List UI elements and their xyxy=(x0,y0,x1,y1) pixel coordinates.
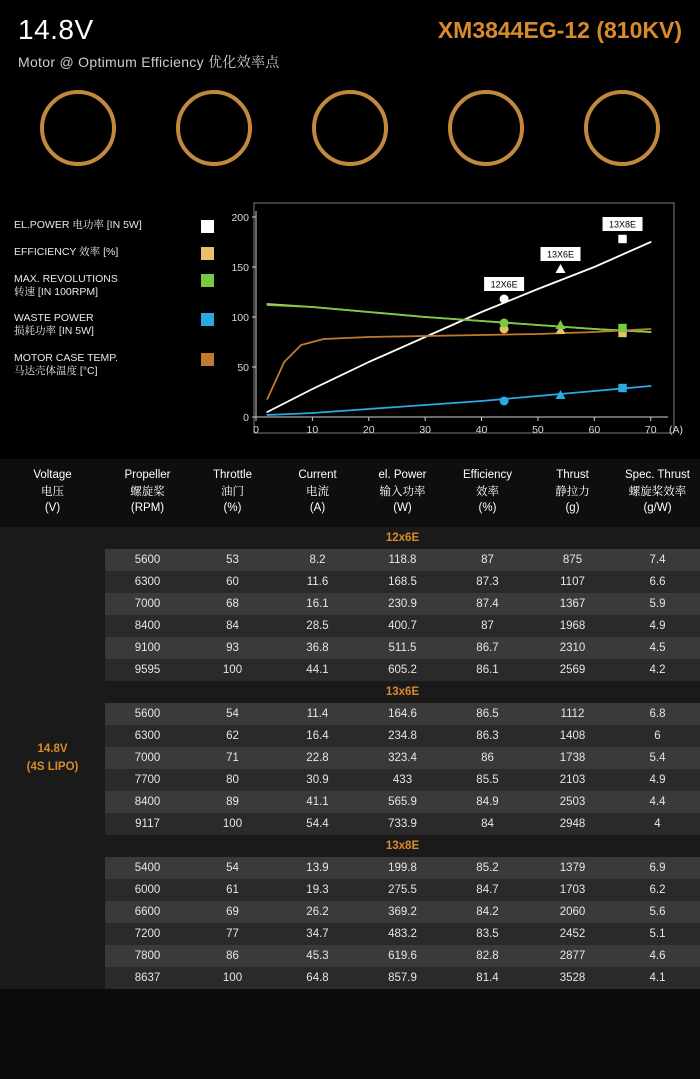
column-header-cn: 输入功率 xyxy=(379,485,426,498)
table-cell: 89 xyxy=(190,791,275,813)
svg-text:(A): (A) xyxy=(669,424,683,436)
table-cell: 6000 xyxy=(105,879,190,901)
table-cell: 230.9 xyxy=(360,593,445,615)
table-cell: 34.7 xyxy=(275,923,360,945)
chart-section xyxy=(0,193,700,459)
table-cell: 1968 xyxy=(530,615,615,637)
table-cell: 9100 xyxy=(105,637,190,659)
table-cell: 6 xyxy=(615,725,700,747)
table-row xyxy=(0,857,700,879)
column-header-en: el. Power xyxy=(378,469,427,481)
table-cell: 6.6 xyxy=(615,571,700,593)
svg-text:100: 100 xyxy=(231,312,249,324)
table-cell: 1379 xyxy=(530,857,615,879)
column-header-cn: 静拉力 xyxy=(555,485,590,498)
table-cell: 5600 xyxy=(105,703,190,725)
table-cell: 64.8 xyxy=(275,967,360,989)
table-cell: 733.9 xyxy=(360,813,445,835)
table-cell: 11.4 xyxy=(275,703,360,725)
table-cell: 60 xyxy=(190,571,275,593)
table-row xyxy=(0,593,700,615)
table-cell: 118.8 xyxy=(360,549,445,571)
table-row xyxy=(0,967,700,989)
table-cell: 1107 xyxy=(530,571,615,593)
gauge-mech-power xyxy=(427,90,545,179)
table-row xyxy=(0,879,700,901)
svg-text:10: 10 xyxy=(306,424,319,436)
table-cell: 7200 xyxy=(105,923,190,945)
table-cell: 565.9 xyxy=(360,791,445,813)
voltage-value: 14.8V xyxy=(37,742,68,755)
table-cell: 100 xyxy=(190,967,275,989)
table-cell: 2948 xyxy=(530,813,615,835)
legend-item xyxy=(14,312,214,338)
table-cell: 87.3 xyxy=(445,571,530,593)
column-header-unit: (V) xyxy=(44,502,61,515)
table-cell: 483.2 xyxy=(360,923,445,945)
table-cell: 45.3 xyxy=(275,945,360,967)
gauge-revolutions xyxy=(155,90,273,179)
table-cell: 86.3 xyxy=(445,725,530,747)
legend-color-swatch-icon xyxy=(201,313,214,326)
legend-item xyxy=(14,246,214,260)
table-cell: 81.4 xyxy=(445,967,530,989)
table-cell: 2060 xyxy=(530,901,615,923)
table-cell: 26.2 xyxy=(275,901,360,923)
table-cell: 4 xyxy=(615,813,700,835)
table-row xyxy=(0,703,700,725)
table-cell: 2452 xyxy=(530,923,615,945)
svg-text:0: 0 xyxy=(253,424,259,436)
table-cell: 511.5 xyxy=(360,637,445,659)
table-cell: 5400 xyxy=(105,857,190,879)
page-title: 14.8V xyxy=(18,14,94,45)
table-row xyxy=(0,571,700,593)
table-cell: 41.1 xyxy=(275,791,360,813)
column-header xyxy=(615,459,700,527)
gauge-ring xyxy=(312,90,388,166)
table-cell: 875 xyxy=(530,549,615,571)
column-header xyxy=(360,459,445,527)
table-cell: 86.7 xyxy=(445,637,530,659)
table-cell: 4.9 xyxy=(615,615,700,637)
table-cell: 6.8 xyxy=(615,703,700,725)
svg-text:150: 150 xyxy=(231,262,249,274)
table-cell: 100 xyxy=(190,813,275,835)
table-cell: 4.4 xyxy=(615,791,700,813)
data-table-section xyxy=(0,459,700,989)
table-cell: 5.6 xyxy=(615,901,700,923)
voltage-cell xyxy=(0,527,105,989)
table-cell: 8637 xyxy=(105,967,190,989)
legend-color-swatch-icon xyxy=(201,274,214,287)
column-header xyxy=(190,459,275,527)
table-cell: 77 xyxy=(190,923,275,945)
table-cell: 9595 xyxy=(105,659,190,681)
table-cell: 1703 xyxy=(530,879,615,901)
svg-text:13X8E: 13X8E xyxy=(609,219,637,230)
table-cell: 54 xyxy=(190,703,275,725)
column-header-en: Current xyxy=(298,469,337,481)
table-cell: 6300 xyxy=(105,725,190,747)
table-cell: 7800 xyxy=(105,945,190,967)
column-header xyxy=(105,459,190,527)
performance-table xyxy=(0,459,700,989)
table-cell: 44.1 xyxy=(275,659,360,681)
table-row xyxy=(0,769,700,791)
svg-text:12X6E: 12X6E xyxy=(490,279,518,290)
table-cell: 199.8 xyxy=(360,857,445,879)
table-cell: 13.9 xyxy=(275,857,360,879)
table-cell: 1112 xyxy=(530,703,615,725)
table-cell: 87.4 xyxy=(445,593,530,615)
table-cell: 86.1 xyxy=(445,659,530,681)
performance-line-chart xyxy=(214,199,684,449)
header xyxy=(0,0,700,52)
gauge-row xyxy=(0,80,700,193)
column-header-en: Efficiency xyxy=(462,469,512,481)
table-cell: 6.9 xyxy=(615,857,700,879)
table-cell: 28.5 xyxy=(275,615,360,637)
table-cell: 84 xyxy=(190,615,275,637)
table-cell: 164.6 xyxy=(360,703,445,725)
table-cell: 7700 xyxy=(105,769,190,791)
table-cell: 19.3 xyxy=(275,879,360,901)
table-cell: 4.2 xyxy=(615,659,700,681)
table-row xyxy=(0,615,700,637)
table-cell: 3528 xyxy=(530,967,615,989)
table-cell: 5.9 xyxy=(615,593,700,615)
table-cell: 68 xyxy=(190,593,275,615)
table-cell: 87 xyxy=(445,615,530,637)
table-cell: 2103 xyxy=(530,769,615,791)
table-cell: 86 xyxy=(445,747,530,769)
table-cell: 168.5 xyxy=(360,571,445,593)
table-cell: 82.8 xyxy=(445,945,530,967)
column-header xyxy=(530,459,615,527)
legend-item xyxy=(14,273,214,299)
table-cell: 85.5 xyxy=(445,769,530,791)
gauge-ring xyxy=(176,90,252,166)
voltage-battery: (4S LIPO) xyxy=(26,761,79,774)
column-header xyxy=(275,459,360,527)
column-header xyxy=(445,459,530,527)
table-cell: 5600 xyxy=(105,549,190,571)
table-cell: 83.5 xyxy=(445,923,530,945)
table-cell: 5.1 xyxy=(615,923,700,945)
propeller-group-label: 12x6E xyxy=(105,527,700,549)
table-row xyxy=(0,549,700,571)
column-header-en: Voltage xyxy=(33,469,72,481)
column-header-en: Thrust xyxy=(556,469,589,481)
table-header xyxy=(0,459,700,527)
table-cell: 4.6 xyxy=(615,945,700,967)
table-cell: 2503 xyxy=(530,791,615,813)
table-cell: 619.6 xyxy=(360,945,445,967)
table-cell: 6.2 xyxy=(615,879,700,901)
column-header-cn: 电流 xyxy=(306,485,329,498)
table-cell: 4.9 xyxy=(615,769,700,791)
chart-legend xyxy=(14,199,214,449)
svg-text:50: 50 xyxy=(237,362,249,374)
table-row xyxy=(0,659,700,681)
table-cell: 54 xyxy=(190,857,275,879)
svg-text:60: 60 xyxy=(588,424,601,436)
table-row xyxy=(0,901,700,923)
svg-text:20: 20 xyxy=(362,424,375,436)
gauge-ring xyxy=(584,90,660,166)
table-cell: 433 xyxy=(360,769,445,791)
table-cell: 8400 xyxy=(105,615,190,637)
table-cell: 323.4 xyxy=(360,747,445,769)
propeller-group-row xyxy=(0,681,700,703)
column-header-unit: (%) xyxy=(223,502,242,515)
column-header-unit: (g) xyxy=(565,502,580,515)
column-header xyxy=(0,459,105,527)
legend-label: EL.POWER 电功率 [IN 5W] xyxy=(14,219,142,231)
table-cell: 86 xyxy=(190,945,275,967)
table-cell: 605.2 xyxy=(360,659,445,681)
table-cell: 4.1 xyxy=(615,967,700,989)
table-cell: 100 xyxy=(190,659,275,681)
table-cell: 2877 xyxy=(530,945,615,967)
svg-text:0: 0 xyxy=(243,412,249,424)
gauge-ring xyxy=(448,90,524,166)
table-cell: 54.4 xyxy=(275,813,360,835)
table-cell: 6300 xyxy=(105,571,190,593)
table-cell: 7.4 xyxy=(615,549,700,571)
table-cell: 36.8 xyxy=(275,637,360,659)
table-cell: 275.5 xyxy=(360,879,445,901)
table-cell: 71 xyxy=(190,747,275,769)
table-cell: 80 xyxy=(190,769,275,791)
legend-color-swatch-icon xyxy=(201,353,214,366)
propeller-group-label: 13x8E xyxy=(105,835,700,857)
table-cell: 16.4 xyxy=(275,725,360,747)
table-body xyxy=(0,527,700,989)
table-row xyxy=(0,725,700,747)
column-header-cn: 电压 xyxy=(41,485,64,498)
table-cell: 86.5 xyxy=(445,703,530,725)
table-cell: 53 xyxy=(190,549,275,571)
svg-text:70: 70 xyxy=(644,424,657,436)
table-row xyxy=(0,747,700,769)
model-title: XM3844EG-12 (810KV) xyxy=(437,17,682,43)
table-cell: 69 xyxy=(190,901,275,923)
svg-text:40: 40 xyxy=(475,424,488,436)
legend-color-swatch-icon xyxy=(201,247,214,260)
propeller-group-row xyxy=(0,835,700,857)
legend-color-swatch-icon xyxy=(201,220,214,233)
table-cell: 85.2 xyxy=(445,857,530,879)
table-cell: 5.4 xyxy=(615,747,700,769)
column-header-unit: (%) xyxy=(478,502,497,515)
gauge-electric-power xyxy=(291,90,409,179)
table-row xyxy=(0,923,700,945)
column-header-cn: 效率 xyxy=(476,485,499,498)
table-cell: 87 xyxy=(445,549,530,571)
column-header-cn: 油门 xyxy=(221,485,244,498)
column-header-unit: (A) xyxy=(309,502,326,515)
propeller-group-label: 13x6E xyxy=(105,681,700,703)
column-header-en: Propeller xyxy=(124,469,171,481)
table-cell: 84 xyxy=(445,813,530,835)
table-cell: 61 xyxy=(190,879,275,901)
table-cell: 84.7 xyxy=(445,879,530,901)
svg-text:13X6E: 13X6E xyxy=(546,249,575,260)
plot-area xyxy=(214,199,692,449)
table-cell: 84.2 xyxy=(445,901,530,923)
legend-item xyxy=(14,219,214,233)
table-cell: 9117 xyxy=(105,813,190,835)
table-cell: 234.8 xyxy=(360,725,445,747)
table-cell: 62 xyxy=(190,725,275,747)
gauge-ring xyxy=(40,90,116,166)
table-cell: 2569 xyxy=(530,659,615,681)
table-row xyxy=(0,945,700,967)
column-header-cn: 螺旋桨 xyxy=(130,485,165,498)
table-row xyxy=(0,813,700,835)
table-cell: 22.8 xyxy=(275,747,360,769)
column-header-unit: (RPM) xyxy=(130,502,165,515)
gauge-current xyxy=(19,90,137,179)
table-cell: 6600 xyxy=(105,901,190,923)
legend-item xyxy=(14,352,214,378)
legend-label: WASTE POWER 损耗功率 [IN 5W] xyxy=(14,312,94,338)
legend-label: EFFICIENCY 效率 [%] xyxy=(14,246,119,258)
gauge-efficiency xyxy=(563,90,681,179)
table-cell: 8.2 xyxy=(275,549,360,571)
table-cell: 1738 xyxy=(530,747,615,769)
table-cell: 369.2 xyxy=(360,901,445,923)
table-cell: 11.6 xyxy=(275,571,360,593)
table-cell: 400.7 xyxy=(360,615,445,637)
table-cell: 84.9 xyxy=(445,791,530,813)
column-header-en: Spec. Thrust xyxy=(625,469,690,481)
table-cell: 93 xyxy=(190,637,275,659)
table-cell: 857.9 xyxy=(360,967,445,989)
table-row xyxy=(0,791,700,813)
legend-label: MAX. REVOLUTIONS 转速 [IN 100RPM] xyxy=(14,273,118,299)
svg-text:200: 200 xyxy=(231,212,249,224)
column-header-en: Throttle xyxy=(213,469,252,481)
table-cell: 8400 xyxy=(105,791,190,813)
header-subtitle: Motor @ Optimum Efficiency 优化效率点 xyxy=(0,52,700,80)
table-row xyxy=(0,637,700,659)
svg-text:50: 50 xyxy=(532,424,544,436)
column-header-unit: (g/W) xyxy=(643,502,672,515)
table-cell: 1408 xyxy=(530,725,615,747)
propeller-group-row xyxy=(0,527,700,549)
table-cell: 7000 xyxy=(105,747,190,769)
table-cell: 4.5 xyxy=(615,637,700,659)
column-header-unit: (W) xyxy=(393,502,412,515)
column-header-cn: 螺旋桨效率 xyxy=(628,485,687,498)
table-cell: 16.1 xyxy=(275,593,360,615)
table-cell: 2310 xyxy=(530,637,615,659)
table-cell: 7000 xyxy=(105,593,190,615)
svg-text:30: 30 xyxy=(419,424,432,436)
legend-label: MOTOR CASE TEMP. 马达壳体温度 [°C] xyxy=(14,351,118,377)
table-cell: 1367 xyxy=(530,593,615,615)
table-cell: 30.9 xyxy=(275,769,360,791)
